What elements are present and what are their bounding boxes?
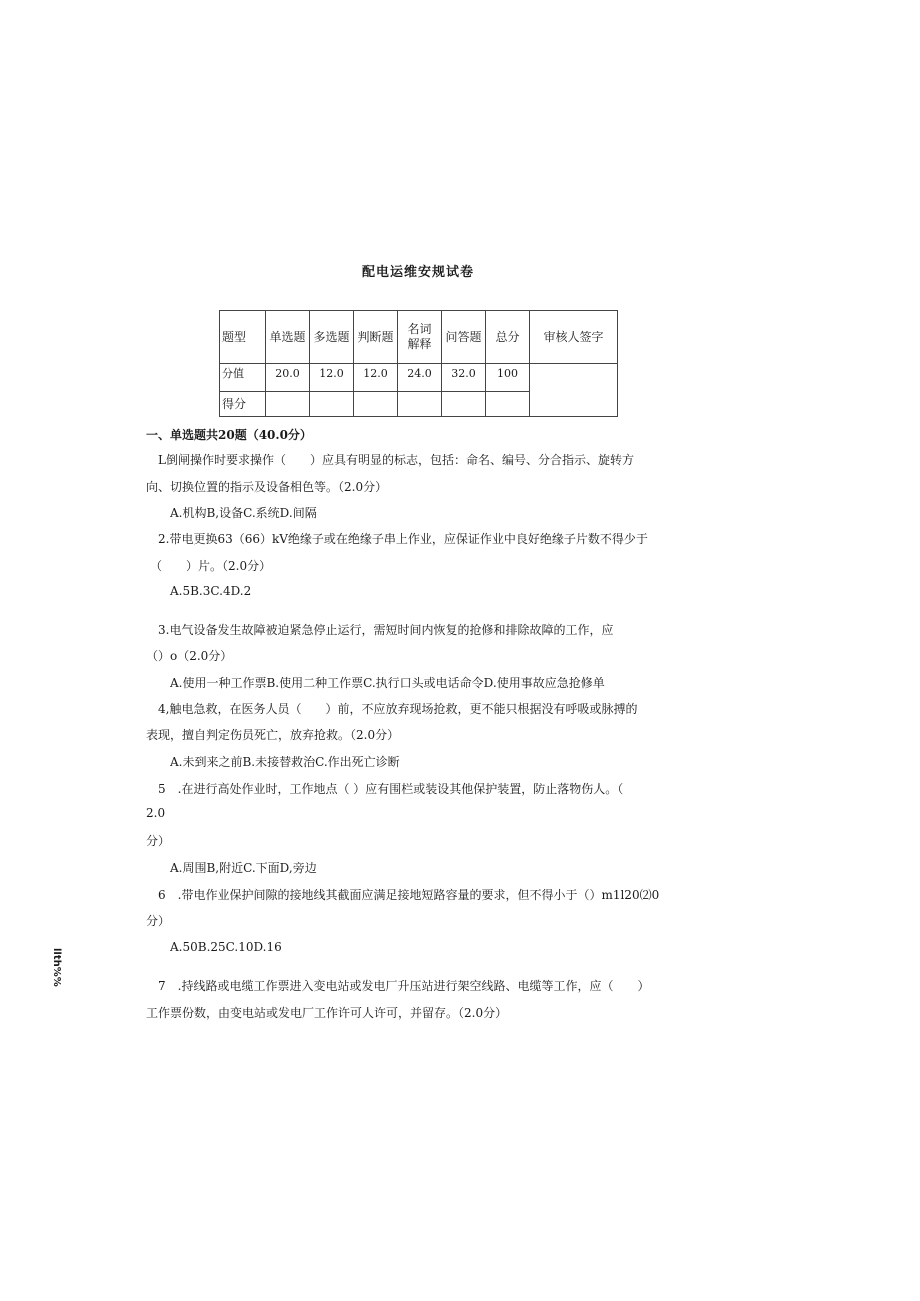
question-1-line-2: 向、切换位置的指示及设备相色等。（2.0分） [146, 480, 388, 494]
header-term-line-2: 解释 [407, 337, 432, 351]
got-row-label: 得分 [220, 392, 266, 417]
question-4-options: A.未到来之前B.未接替救治C.作出死亡诊断 [170, 755, 400, 769]
header-cell-single: 单选题 [266, 311, 310, 364]
score-value-judge: 12.0 [354, 364, 398, 392]
score-table [219, 310, 618, 417]
score-value-total: 100 [486, 364, 530, 392]
question-5-options: A.周围B,附近C.下面D,旁边 [170, 861, 317, 875]
question-2-line-2: （ ）片。（2.0分） [150, 559, 272, 573]
got-cell [354, 392, 398, 417]
question-6-line-1: 6 .带电作业保护间隙的接地线其截面应满足接地短路容量的要求，但不得小于（）m1l20⑵0 [158, 888, 660, 902]
question-6-options: A.50B.25C.10D.16 [170, 940, 282, 954]
question-4-line-2: 表现，擅自判定伤员死亡，放弃抢救。（2.0分） [146, 728, 400, 742]
header-cell-reviewer: 审核人签字 [530, 311, 618, 364]
question-3-line-1: 3.电气设备发生故障被迫紧急停止运行，需短时间内恢复的抢修和排除故障的工作，应 [158, 623, 614, 637]
question-7-line-1: 7 .持线路或电缆工作票进入变电站或发电厂升压站进行架空线路、电缆等工作，应（ ） [158, 979, 650, 993]
question-5-line-3: 分） [146, 834, 171, 848]
question-1-line-1: L倒闸操作时要求操作（ ）应具有明显的标志，包括：命名、编号、分合指示、旋转方 [158, 453, 634, 467]
reviewer-signature-cell [530, 364, 618, 417]
margin-note: llth%% [51, 948, 62, 987]
header-cell-term [398, 311, 442, 364]
question-2-line-1: 2.带电更换63（66）kV绝缘子或在绝缘子串上作业，应保证作业中良好绝缘子片数不得少于 [158, 532, 648, 546]
table-score-row [220, 364, 618, 392]
header-cell-total: 总分 [486, 311, 530, 364]
header-term-line-1: 名词 [407, 322, 432, 336]
got-cell [398, 392, 442, 417]
score-value-term: 24.0 [398, 364, 442, 392]
header-cell-type: 题型 [220, 311, 266, 364]
exam-title: 配电运维安规试卷 [361, 265, 474, 280]
question-6-line-2: 分） [146, 914, 171, 928]
got-cell [310, 392, 354, 417]
header-cell-multi: 多选题 [310, 311, 354, 364]
header-cell-judge: 判断题 [354, 311, 398, 364]
question-2-options: A.5B.3C.4D.2 [170, 584, 252, 598]
got-cell [442, 392, 486, 417]
score-value-multi: 12.0 [310, 364, 354, 392]
question-1-options: A.机构B,设备C.系统D.间隔 [170, 506, 317, 520]
got-cell [486, 392, 530, 417]
question-5-line-2: 2.0 [146, 806, 166, 820]
question-7-line-2: 工作票份数，由变电站或发电厂工作许可人许可，并留存。（2.0分） [146, 1006, 508, 1020]
table-header-row [220, 311, 618, 364]
got-cell [266, 392, 310, 417]
score-value-qa: 32.0 [442, 364, 486, 392]
score-row-label: 分值 [220, 364, 266, 392]
question-5-line-1: 5 .在进行高处作业时，工作地点（ ）应有围栏或装设其他保护装置，防止落物伤人。（ [158, 782, 624, 796]
question-3-options: A.使用一种工作票B.使用二种工作票C.执行口头或电话命令D.使用事故应急抢修单 [170, 676, 605, 690]
question-4-line-1: 4,触电急救，在医务人员（ ）前，不应放弃现场抢救，更不能只根据没有呼吸或脉搏的 [158, 702, 638, 716]
header-cell-qa: 问答题 [442, 311, 486, 364]
score-value-single: 20.0 [266, 364, 310, 392]
question-3-line-2: （）o（2.0分） [146, 649, 233, 663]
section-heading: 一、单选题共20题（40.0分） [146, 428, 312, 442]
